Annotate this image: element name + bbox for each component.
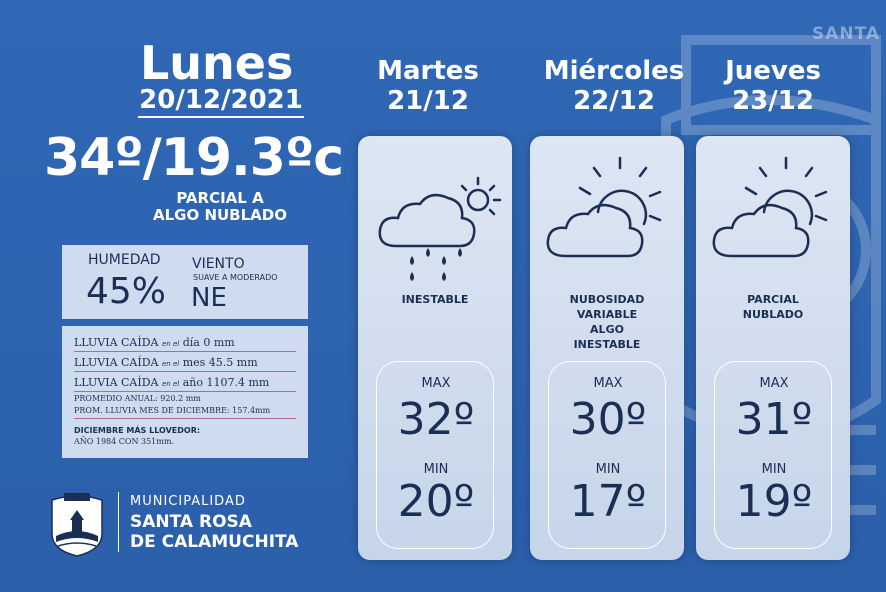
logo-town-line1: SANTA ROSA xyxy=(130,512,252,532)
condition-line: INESTABLE xyxy=(573,338,641,351)
humidity-label: HUMEDAD xyxy=(88,252,161,268)
rain-year-value: año 1107.4 mm xyxy=(182,376,270,389)
condition-line: ALGO xyxy=(590,323,624,336)
forecast-card xyxy=(696,136,850,560)
logo-municipalidad: MUNICIPALIDAD xyxy=(130,494,246,509)
condition-line: PARCIAL xyxy=(747,293,799,306)
condition-line: NUBLADO xyxy=(742,308,804,321)
max-label: MAX xyxy=(759,376,789,391)
rain-label: LLUVIA CAÍDA xyxy=(74,376,159,389)
rain-month-value: mes 45.5 mm xyxy=(182,356,258,369)
rain-prep: en el xyxy=(161,380,180,388)
max-label: MAX xyxy=(593,376,623,391)
rain-day-value: día 0 mm xyxy=(182,336,235,349)
rain-year-row xyxy=(74,376,296,392)
min-label: MIN xyxy=(761,462,787,477)
today-condition-line2: ALGO NUBLADO xyxy=(153,206,287,224)
forecast-card xyxy=(358,136,512,560)
humidity-value: 45% xyxy=(86,271,167,312)
logo-separator xyxy=(118,492,119,552)
forecast-card xyxy=(530,136,684,560)
rain-month-row xyxy=(74,356,296,372)
condition-line: NUBOSIDAD xyxy=(569,293,645,306)
today-temperature: 34º/19.3ºc xyxy=(44,128,344,188)
forecast-day: Jueves xyxy=(725,56,821,86)
record-title: DICIEMBRE MÁS LLOVEDOR: xyxy=(74,426,201,435)
today-condition xyxy=(130,190,310,224)
forecast-date: 22/12 xyxy=(573,86,655,116)
rain-prep: en el xyxy=(161,340,180,348)
condition-line: VARIABLE xyxy=(576,308,638,321)
rain-label: LLUVIA CAÍDA xyxy=(74,356,159,369)
annual-average: PROMEDIO ANUAL: 920.2 mm xyxy=(74,394,201,403)
min-label: MIN xyxy=(595,462,621,477)
forecast-day: Miércoles xyxy=(543,56,685,86)
rain-label: LLUVIA CAÍDA xyxy=(74,336,159,349)
forecast-date: 21/12 xyxy=(387,86,469,116)
temperature-box xyxy=(376,361,494,549)
max-value: 32º xyxy=(397,394,475,445)
min-value: 17º xyxy=(569,476,647,527)
today-day: Lunes xyxy=(140,36,294,90)
watermark-text: SANTA xyxy=(811,24,880,44)
partly-cloudy-icon xyxy=(706,146,840,286)
forecast-condition xyxy=(696,292,850,322)
municipal-crest-icon xyxy=(48,490,106,558)
forecast-condition xyxy=(530,292,684,352)
record-text: AÑO 1984 CON 351mm. xyxy=(74,437,174,446)
wind-direction: NE xyxy=(191,283,227,313)
wind-label: VIENTO xyxy=(192,256,245,272)
divider xyxy=(74,418,296,419)
partly-cloudy-icon xyxy=(540,146,674,286)
min-label: MIN xyxy=(423,462,449,477)
max-value: 30º xyxy=(569,394,647,445)
forecast-condition xyxy=(358,292,512,307)
humidity-wind-panel xyxy=(62,245,308,319)
today-condition-line1: PARCIAL A xyxy=(176,189,264,207)
max-label: MAX xyxy=(421,376,451,391)
month-average: PROM. LLUVIA MES DE DICIEMBRE: 157.4mm xyxy=(74,406,271,415)
min-value: 19º xyxy=(735,476,813,527)
temperature-box xyxy=(714,361,832,549)
max-value: 31º xyxy=(735,394,813,445)
rain-day-row xyxy=(74,336,296,352)
forecast-date: 23/12 xyxy=(732,86,814,116)
wind-description: SUAVE A MODERADO xyxy=(193,273,278,282)
rain-prep: en el xyxy=(161,360,180,368)
cloud-rain-sun-icon xyxy=(368,146,502,286)
today-date: 20/12/2021 xyxy=(138,86,304,118)
logo-town-line2: DE CALAMUCHITA xyxy=(130,532,299,552)
rainfall-panel xyxy=(62,326,308,458)
min-value: 20º xyxy=(397,476,475,527)
forecast-day: Martes xyxy=(377,56,479,86)
temperature-box xyxy=(548,361,666,549)
condition-line: INESTABLE xyxy=(401,293,469,306)
